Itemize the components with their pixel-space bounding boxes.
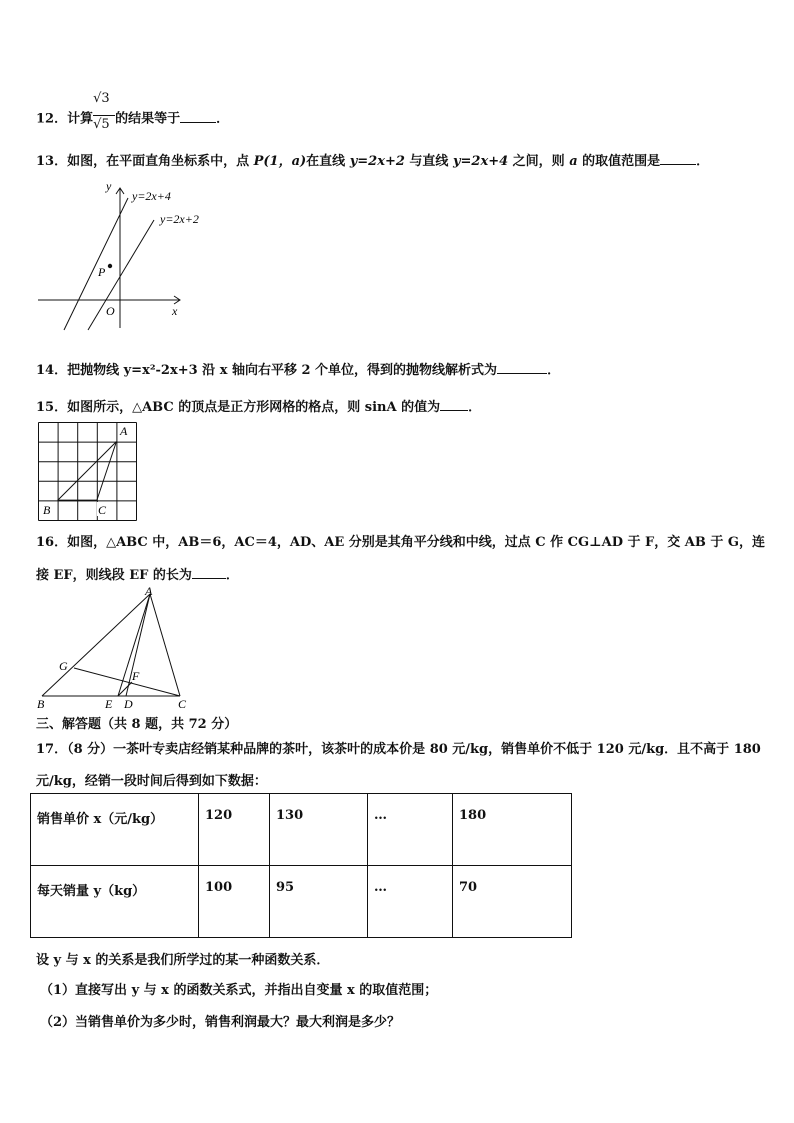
table-cell: 120 <box>199 794 270 866</box>
answer-blank <box>660 152 696 165</box>
q12-suffix: 的结果等于 <box>115 111 181 127</box>
q13-end: ． <box>696 154 710 169</box>
label-a: A <box>145 584 153 598</box>
label-g: G <box>59 659 68 673</box>
question-16-line1 <box>36 531 765 550</box>
q14-text: 14．把抛物线 y=x²-2x+3 沿 x 轴向右平移 2 个单位，得到的抛物线解析式为 <box>36 363 498 378</box>
q13-text-e: 的取值范围是 <box>577 154 661 169</box>
q16-line1: 16．如图，△ABC 中，AB＝6，AC＝4，AD、AE 分别是其角平分线和中线，过点 C 作 CG⊥AD 于 F，交 AB 于 G，连 <box>36 535 766 550</box>
q17-part1: （1）直接写出 y 与 x 的函数关系式，并指出自变量 x 的取值范围； <box>40 983 438 998</box>
question-16-line2 <box>36 564 239 583</box>
q13-figure <box>30 178 210 338</box>
label-f: F <box>132 669 140 683</box>
side-ac <box>97 442 117 501</box>
table-row <box>31 866 572 938</box>
q13-text-b: 在直线 <box>306 154 350 169</box>
q14-end: ． <box>547 363 561 378</box>
q17-line1: 17．（8 分）一茶叶专卖店经销某种品牌的茶叶，该茶叶的成本价是 80 元/kg，销售单价不低于 120 元/kg．且不高于 180 <box>36 742 761 757</box>
question-12 <box>36 91 230 142</box>
question-17-part1 <box>40 979 437 998</box>
table-cell: 130 <box>270 794 368 866</box>
label-p: P <box>98 265 106 279</box>
table-cell: 70 <box>453 866 572 938</box>
line-upper <box>64 198 128 330</box>
question-15 <box>36 396 481 415</box>
q16-line2: 接 EF，则线段 EF 的长为 <box>36 568 192 583</box>
q13-text-a: 13．如图，在平面直角坐标系中，点 <box>36 154 254 169</box>
answer-blank <box>440 398 468 411</box>
table-cell: 销售单价 x（元/kg） <box>31 794 199 866</box>
label-y: y <box>106 179 112 193</box>
label-c: C <box>178 697 187 711</box>
q17-line2: 元/kg，经销一段时间后得到如下数据： <box>36 774 267 789</box>
label-line-upper: y=2x+4 <box>132 189 171 203</box>
question-17-after <box>36 949 329 968</box>
fraction <box>93 91 115 142</box>
label-c: C <box>98 503 107 517</box>
question-17-line2 <box>36 770 267 789</box>
q13-line1: y=2x+2 <box>349 154 405 169</box>
answer-blank <box>192 566 226 579</box>
q13-text-d: 之间，则 <box>508 154 570 169</box>
fraction-denominator: √5 <box>93 117 110 132</box>
label-a: A <box>120 424 128 438</box>
q12-prefix: 12．计算 <box>36 111 94 127</box>
side-ab <box>58 442 117 501</box>
q15-grid-figure <box>38 422 138 522</box>
fraction-numerator: √3 <box>93 91 110 106</box>
q13-point: P(1，a) <box>253 154 307 169</box>
table-cell: 100 <box>199 866 270 938</box>
table-cell: … <box>368 866 453 938</box>
question-14 <box>36 359 560 378</box>
table-row <box>31 794 572 866</box>
label-b: B <box>43 503 51 517</box>
label-b: B <box>37 697 45 711</box>
point-p <box>108 264 112 268</box>
data-table <box>30 793 572 938</box>
side-ac <box>150 594 180 696</box>
section-3-title <box>36 713 237 732</box>
label-e: E <box>105 697 113 711</box>
table-cell: 180 <box>453 794 572 866</box>
answer-blank <box>497 361 547 374</box>
section-title: 三、解答题（共 8 题，共 72 分） <box>36 717 238 732</box>
question-17-line1 <box>36 738 761 757</box>
label-x: x <box>172 304 178 318</box>
label-o: O <box>106 304 115 318</box>
question-17-part2 <box>40 1011 400 1030</box>
table-cell: 95 <box>270 866 368 938</box>
q15-text: 15．如图所示，△ABC 的顶点是正方形网格的格点，则 sinA 的值为 <box>36 400 441 415</box>
q13-text-c: 与直线 <box>404 154 453 169</box>
q13-var: a <box>569 154 578 169</box>
label-d: D <box>124 697 133 711</box>
table-cell: 每天销量 y（kg） <box>31 866 199 938</box>
q16-figure <box>34 586 194 712</box>
question-13 <box>36 150 709 169</box>
q12-end: ． <box>216 111 230 127</box>
q15-end: ． <box>468 400 482 415</box>
q13-line2: y=2x+4 <box>452 154 509 169</box>
q17-after: 设 y 与 x 的关系是我们所学过的某一种函数关系． <box>36 953 330 968</box>
answer-blank <box>180 110 216 123</box>
q17-part2: （2）当销售单价为多少时，销售利润最大？最大利润是多少？ <box>40 1015 401 1030</box>
q16-end: ． <box>225 568 239 583</box>
label-line-lower: y=2x+2 <box>160 212 199 226</box>
table-cell: … <box>368 794 453 866</box>
